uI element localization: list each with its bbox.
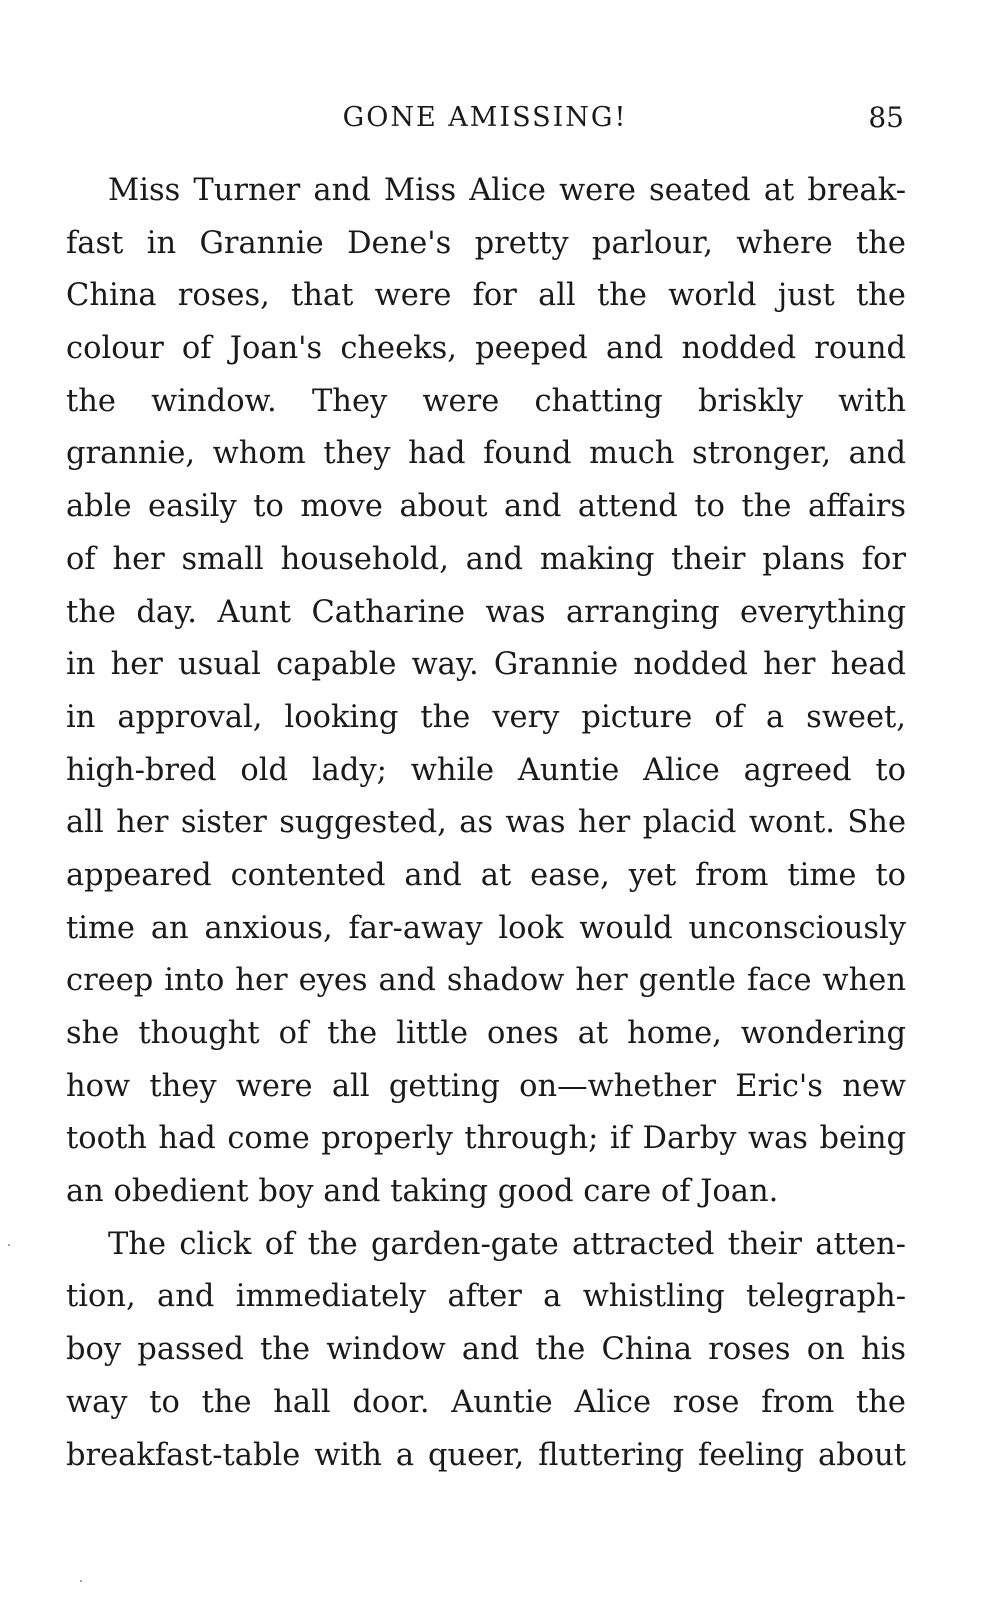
text-line: an obedient boy and taking good care of Joan. [66,1174,779,1210]
text-line: time an anxious, far-away look would unconsciously [66,910,906,946]
paragraph-1 [66,165,906,1219]
text-line: she thought of the little ones at home, wondering [66,1016,906,1051]
text-line: way to the hall door. Auntie Alice rose from the [66,1384,906,1420]
body-text [66,165,906,1482]
text-line: all her sister suggested, as was her placid wont. She [66,805,906,841]
text-line: of her small household, and making their plans for [66,541,906,577]
text-line: appeared contented and at ease, yet from time to [66,857,906,893]
running-title: GONE AMISSING! [342,102,628,133]
running-head [66,98,904,138]
text-line: the window. They were chatting briskly with [66,383,906,419]
text-line: boy passed the window and the China roses on his [66,1332,906,1368]
text-line: breakfast-table with a queer, fluttering feeling about [66,1437,906,1473]
paragraph-2 [66,1219,906,1482]
text-line: how they were all getting on—whether Eric's new [66,1068,906,1104]
text-line: The click of the garden-gate attracted their atten- [108,1226,906,1262]
text-line: fast in Grannie Dene's pretty parlour, where the [66,225,906,261]
text-line: colour of Joan's cheeks, peeped and nodded round [66,331,906,367]
text-line: high-bred old lady; while Auntie Alice agreed to [66,752,906,788]
text-line: creep into her eyes and shadow her gentle face when [66,963,906,999]
text-line: in her usual capable way. Grannie nodded her head [66,647,906,683]
text-line: tion, and immediately after a whistling telegraph- [66,1279,906,1315]
text-line: grannie, whom they had found much stronger, and [66,436,906,472]
paper-speck [80,1580,82,1582]
text-line: China roses, that were for all the world just the [66,278,906,314]
page-number: 85 [868,101,904,134]
text-line: able easily to move about and attend to the affairs [66,489,906,525]
text-line: in approval, looking the very picture of a sweet, [66,699,906,735]
text-line: the day. Aunt Catharine was arranging everything [66,594,906,630]
paper-speck [8,1244,10,1246]
text-line: Miss Turner and Miss Alice were seated at break- [108,173,906,208]
text-line: tooth had come properly through; if Darby was being [66,1121,906,1157]
